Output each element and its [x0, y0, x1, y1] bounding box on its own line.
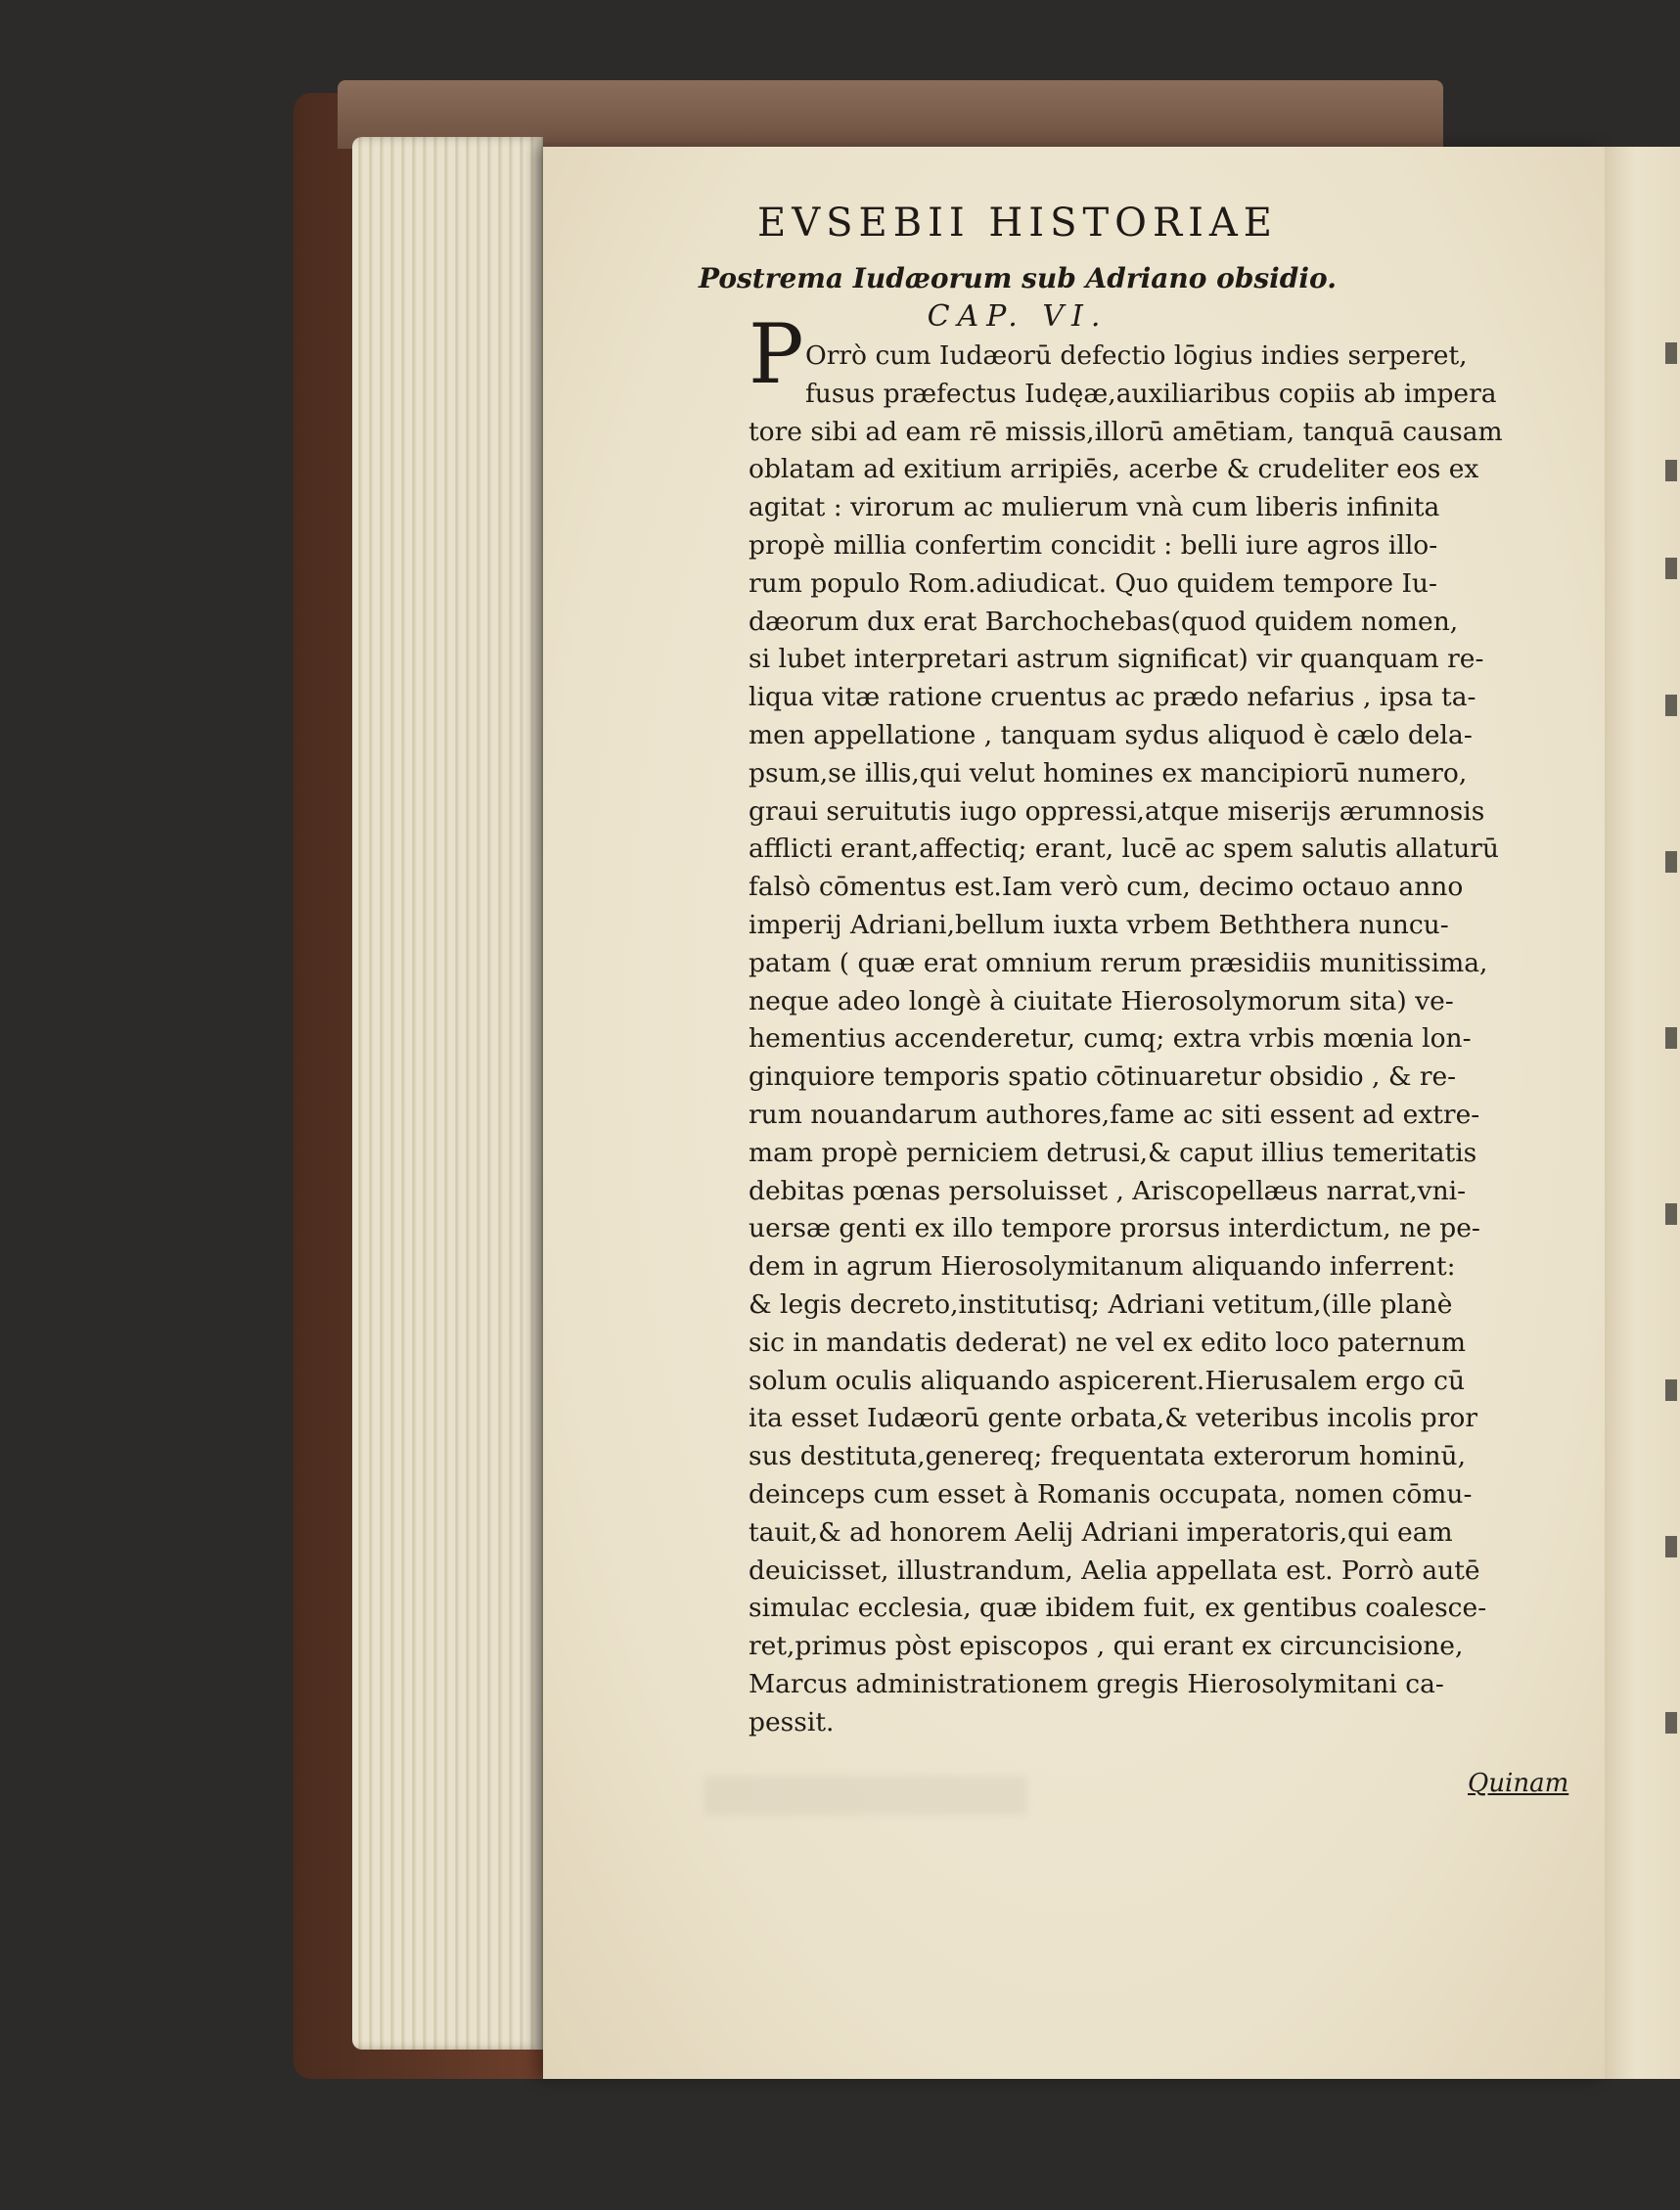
- text-line: psum,se illis,qui velut homines ex mancipiorū numero,: [749, 757, 1468, 789]
- text-line: uersæ genti ex illo tempore prorsus interdictum, ne pe-: [749, 1213, 1480, 1244]
- text-line: propè millia confertim concidit : belli iure agros illo-: [749, 529, 1438, 561]
- text-line: tauit,& ad honorem Aelij Adriani imperatoris,qui eam: [749, 1516, 1453, 1548]
- facing-page-glyph: [1665, 460, 1677, 481]
- text-line: men appellatione , tanquam sydus aliquod è cælo dela-: [749, 719, 1473, 750]
- text-line: Marcus administrationem gregis Hierosolymitani ca-: [749, 1668, 1444, 1699]
- text-line: afflicti erant,affectiq; erant, lucē ac spem salutis allaturū: [749, 834, 1499, 865]
- text-line: agitat : virorum ac mulierum vnà cum liberis infinita: [749, 492, 1440, 523]
- text-line: dæorum dux erat Barchochebas(quod quidem nomen,: [749, 606, 1459, 637]
- facing-page-glyph: [1665, 851, 1677, 873]
- facing-page-glyph: [1665, 1712, 1677, 1734]
- body-text: [749, 338, 1566, 1741]
- text-line: fusus præfectus Iudęæ,auxiliaribus copiis ab impera: [805, 378, 1497, 409]
- text-line: sic in mandatis dederat) ne vel ex edito loco paternum: [749, 1327, 1466, 1358]
- text-line: pessit.: [749, 1706, 835, 1737]
- text-line: rum nouandarum authores,fame ac siti essent ad extre-: [749, 1099, 1480, 1130]
- chapter-number: CAP. VI.: [927, 299, 1109, 334]
- text-line: simulac ecclesia, quæ ibidem fuit, ex gentibus coalesce-: [749, 1593, 1487, 1624]
- text-line: oblatam ad exitium arripiēs, acerbe & crudeliter eos ex: [749, 454, 1479, 485]
- chapter-subtitle: Postrema Iudæorum sub Adriano obsidio.: [699, 262, 1337, 294]
- drop-cap: P: [749, 306, 804, 402]
- text-line: debitas pœnas persoluisset , Ariscopellæus narrat,vni-: [749, 1175, 1467, 1206]
- text-line: graui seruitutis iugo oppressi,atque miserijs ærumnosis: [749, 795, 1485, 827]
- facing-page-glyph: [1665, 1536, 1677, 1557]
- text-line: ret,primus pòst episcopos , qui erant ex circuncisione,: [749, 1631, 1464, 1662]
- text-line: tore sibi ad eam rē missis,illorū amētiam, tanquā causam: [749, 416, 1503, 447]
- text-line: mam propè perniciem detrusi,& caput illius temeritatis: [749, 1137, 1477, 1168]
- catchword: Quinam: [1468, 1769, 1569, 1798]
- text-line: liqua vitæ ratione cruentus ac prædo nefarius , ipsa ta-: [749, 682, 1476, 713]
- facing-page-glyph: [1665, 342, 1677, 364]
- text-line: si lubet interpretari astrum significat) vir quanquam re-: [749, 644, 1484, 675]
- text-line: solum oculis aliquando aspicerent.Hierusalem ergo cū: [749, 1365, 1466, 1396]
- text-line: deinceps cum esset à Romanis occupata, nomen cōmu-: [749, 1478, 1473, 1510]
- text-line: imperij Adriani,bellum iuxta vrbem Beththera nuncu-: [749, 909, 1449, 940]
- text-line: Orrò cum Iudæorū defectio lōgius indies serperet,: [805, 340, 1468, 371]
- facing-page-glyph: [1665, 1203, 1677, 1225]
- running-head: EVSEBII HISTORIAE: [757, 201, 1278, 246]
- text-line: deuicisset, illustrandum, Aelia appellata est. Porrò autē: [749, 1555, 1480, 1586]
- text-line: dem in agrum Hierosolymitanum aliquando inferrent:: [749, 1251, 1456, 1283]
- bleed-through-smudge: [704, 1776, 1027, 1815]
- text-line: sus destituta,genereq; frequentata exterorum hominū,: [749, 1441, 1467, 1472]
- facing-page-glyph: [1665, 695, 1677, 716]
- facing-page-glyph: [1665, 1027, 1677, 1049]
- text-line: hementius accenderetur, cumq; extra vrbis mœnia lon-: [749, 1023, 1472, 1055]
- text-line: ginquiore temporis spatio cōtinuaretur obsidio , & re-: [749, 1061, 1457, 1093]
- text-line: rum populo Rom.adiudicat. Quo quidem tempore Iu-: [749, 567, 1437, 599]
- page-edges: [352, 137, 543, 2050]
- text-line: patam ( quæ erat omnium rerum præsidiis munitissima,: [749, 947, 1488, 978]
- text-line: ita esset Iudæorū gente orbata,& veteribus incolis pror: [749, 1403, 1477, 1434]
- facing-page-glyph: [1665, 558, 1677, 579]
- facing-page-edge: [1605, 147, 1680, 2079]
- facing-page-glyph: [1665, 1379, 1677, 1401]
- text-line: & legis decreto,institutisq; Adriani vetitum,(ille planè: [749, 1288, 1453, 1320]
- text-line: falsò cōmentus est.Iam verò cum, decimo octauo anno: [749, 872, 1464, 903]
- text-line: neque adeo longè à ciuitate Hierosolymorum sita) ve-: [749, 985, 1454, 1016]
